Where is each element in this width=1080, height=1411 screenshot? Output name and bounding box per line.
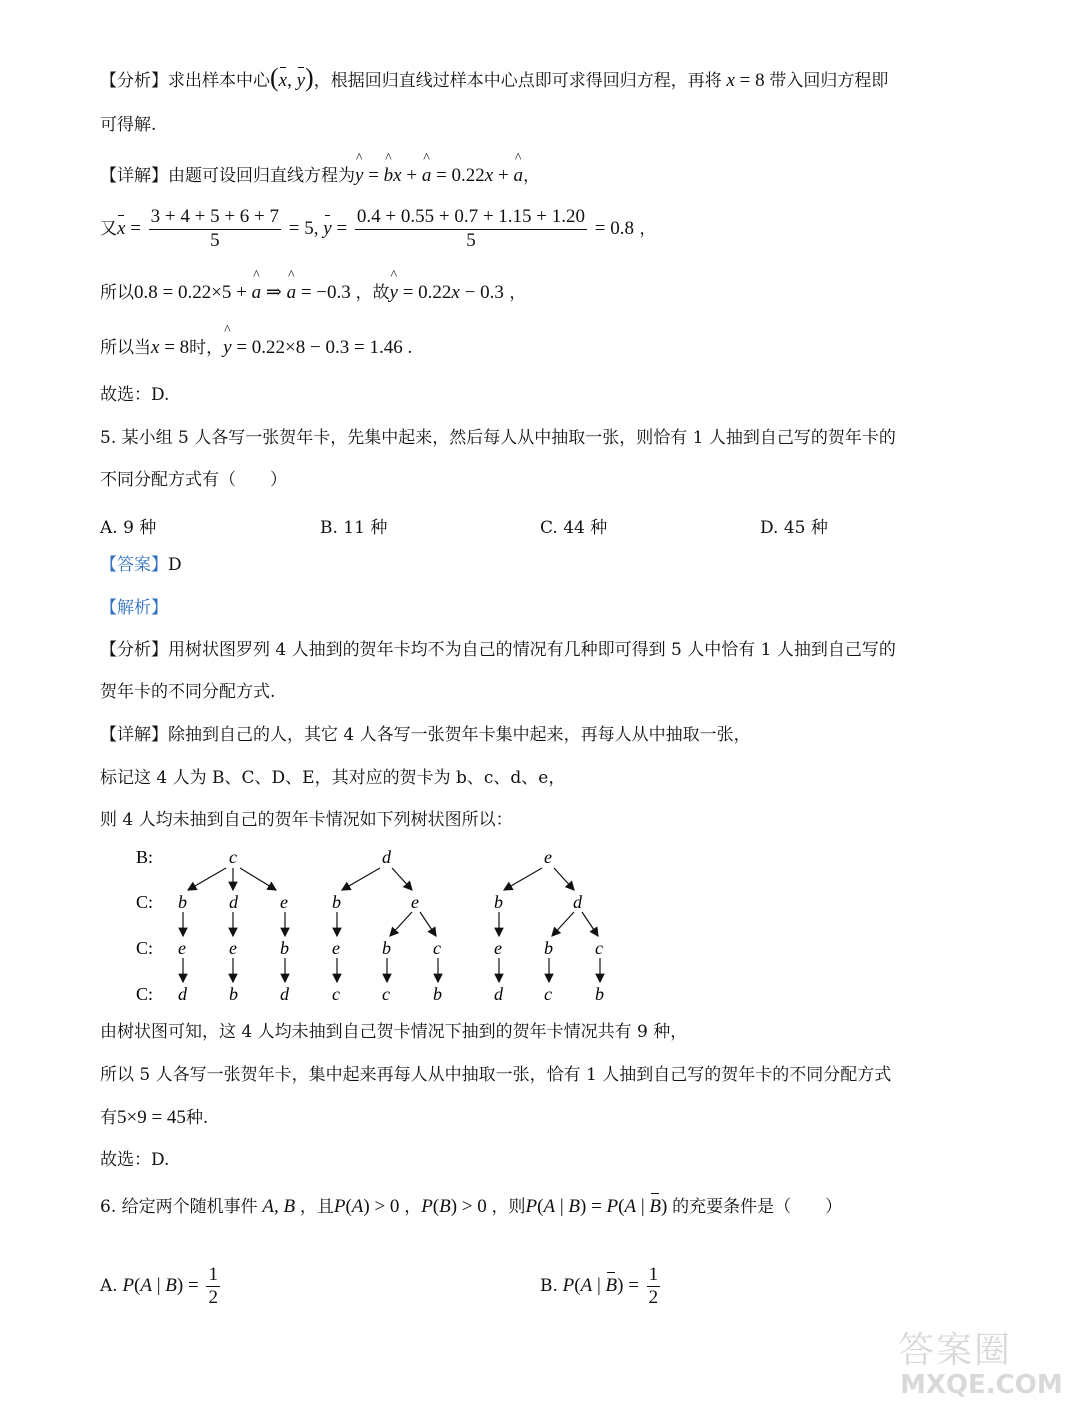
tree-3 xyxy=(499,868,600,982)
svg-text:c: c xyxy=(433,938,441,958)
detail-text-a: 由题可设回归直线方程为 xyxy=(168,166,355,186)
svg-text:b: b xyxy=(595,984,604,1004)
answer-tag: 【答案】 xyxy=(100,555,168,575)
svg-text:b: b xyxy=(332,892,341,912)
detail-tag: 【详解】 xyxy=(100,166,168,186)
q5-option-b: B. 11 种 xyxy=(320,518,388,538)
analysis-line-1: 【分析】求出样本中心(x, y)，根据回归直线过样本中心点即可求得回归方程，再将 x = 8 带入回归方程即 xyxy=(100,63,889,92)
svg-text:e: e xyxy=(229,938,237,958)
q5-explain-line xyxy=(100,598,168,618)
x-eq-8: x xyxy=(721,70,740,91)
q6-stem: 6. 给定两个随机事件 A, B ，且P(A) > 0 ，P(B) > 0 ，则P(A | B) = P(A | B) 的充要条件是（ ） xyxy=(100,1196,843,1217)
svg-text:e: e xyxy=(178,938,186,958)
tree2-root: d xyxy=(382,847,391,867)
watermark-bottom: MXQE.COM xyxy=(900,1370,1063,1400)
svg-text:b: b xyxy=(544,938,553,958)
svg-text:b: b xyxy=(280,938,289,958)
tree-row-label-1: B: xyxy=(136,847,154,867)
svg-text:e: e xyxy=(494,938,502,958)
q5-choose: 故选：D. xyxy=(100,1150,170,1170)
tree-row-label-4: C: xyxy=(136,984,154,1004)
tree-row-label-3: C: xyxy=(136,938,154,958)
explain-tag: 【解析】 xyxy=(100,598,168,618)
q5-option-c: C. 44 种 xyxy=(540,518,608,538)
q5-answer-line xyxy=(100,555,182,575)
svg-text:b: b xyxy=(178,892,187,912)
svg-text:e: e xyxy=(332,938,340,958)
svg-text:b: b xyxy=(433,984,442,1004)
q5-detail-line-1: 【详解】除抽到自己的人，其它 4 人各写一张贺年卡集中起来，再每人从中抽取一张， xyxy=(100,725,751,745)
detail-line-3: 所以0.8 = 0.22×5 + ^ a ⇒ ^ a = −0.3 ，故^ y = 0.22x − 0.3 ， xyxy=(100,282,526,305)
q6-option-a: A. P(A | B) = $\frac{1}{2}$ xyxy=(100,1264,218,1308)
analysis-line-2: 可得解. xyxy=(100,115,157,135)
choose-line-4: 故选：D. xyxy=(100,385,170,405)
x-bar: x xyxy=(278,70,288,91)
q5-detail-line-2: 标记这 4 人为 B、C、D、E，其对应的贺卡为 b、c、d、e， xyxy=(100,768,566,788)
svg-text:c: c xyxy=(332,984,340,1004)
tree-diagram xyxy=(120,838,640,1008)
q5-option-a: A. 9 种 xyxy=(100,518,157,538)
q5-option-d: D. 45 种 xyxy=(760,518,828,538)
q5-detail-line-3: 则 4 人均未抽到自己的贺年卡情况如下列树状图所以： xyxy=(100,810,513,830)
q5-stem-line-1: 5. 某小组 5 人各写一张贺年卡，先集中起来，然后每人从中抽取一张，则恰有 1 人抽到自己写的贺年卡的 xyxy=(100,428,896,448)
analysis-text-a: 求出样本中心 xyxy=(168,71,270,91)
q6-option-b: B. P(A | B) = $\frac{1}{2}$ xyxy=(540,1264,659,1308)
svg-text:e: e xyxy=(280,892,288,912)
analysis-text-b: ，根据回归直线过样本中心点即可求得回归方程，再将 xyxy=(313,71,722,91)
svg-text:d: d xyxy=(178,984,187,1004)
q5-conclusion-2: 所以 5 人各写一张贺年卡，集中起来再每人从中抽取一张，恰有 1 人抽到自己写的贺年卡的不同分配方式 xyxy=(100,1065,892,1085)
svg-text:d: d xyxy=(573,892,582,912)
svg-text:c: c xyxy=(382,984,390,1004)
q5-conclusion-1: 由树状图可知，这 4 人均未抽到自己贺卡情况下抽到的贺年卡情况共有 9 种， xyxy=(100,1022,688,1042)
sample-center-formula: ( xyxy=(270,63,279,92)
svg-text:e: e xyxy=(411,892,419,912)
svg-text:b: b xyxy=(229,984,238,1004)
y-mean-fraction: $\frac{0.4 + 0.55 + 0.7 + 1.15 + 1.20}{5}$ xyxy=(356,206,586,251)
svg-text:c: c xyxy=(544,984,552,1004)
tree1-root: c xyxy=(229,847,237,867)
detail-line-2: 又x = $\frac{3 + 4 + 5 + 6 + 7}{5}$ = 5, y = $\frac{0.4 + 0.55 + 0.7 + 1.15 + 1.20}{5}$ = 0.8 ， xyxy=(100,206,657,251)
q5-answer-value: D xyxy=(168,555,182,575)
tree-1 xyxy=(183,868,285,982)
detail-line-4: 所以当x = 8时，^ y = 0.22×8 − 0.3 = 1.46 . xyxy=(100,337,412,360)
q5-stem-line-2: 不同分配方式有（ ） xyxy=(100,470,287,490)
x-mean-fraction: $\frac{3 + 4 + 5 + 6 + 7}{5}$ xyxy=(150,206,280,251)
y-bar: y xyxy=(296,70,306,91)
q5-analysis-line-1: 【分析】用树状图罗列 4 人抽到的贺年卡均不为自己的情况有几种即可得到 5 人中恰有 1 人抽到自己写的 xyxy=(100,640,896,660)
analysis-text-c: 带入回归方程即 xyxy=(769,71,889,91)
watermark-logo xyxy=(898,1322,1068,1402)
svg-text:d: d xyxy=(280,984,289,1004)
svg-text:b: b xyxy=(494,892,503,912)
tree3-root: e xyxy=(544,847,552,867)
detail-line-1: 【详解】由题可设回归直线方程为^ y = ^ bx + ^ a = 0.22x + ^ a， xyxy=(100,165,540,188)
svg-text:d: d xyxy=(494,984,503,1004)
tree-2 xyxy=(337,868,438,982)
analysis-tag: 【分析】 xyxy=(100,71,168,91)
svg-text:d: d xyxy=(229,892,238,912)
tree-row-label-2: C: xyxy=(136,892,154,912)
you-label: 又 xyxy=(100,218,117,239)
svg-text:b: b xyxy=(382,938,391,958)
watermark-top: 答案圈 xyxy=(898,1330,1013,1371)
q5-conclusion-3: 有5×9 = 45种. xyxy=(100,1107,209,1128)
svg-text:c: c xyxy=(595,938,603,958)
q5-analysis-line-2: 贺年卡的不同分配方式. xyxy=(100,682,276,702)
